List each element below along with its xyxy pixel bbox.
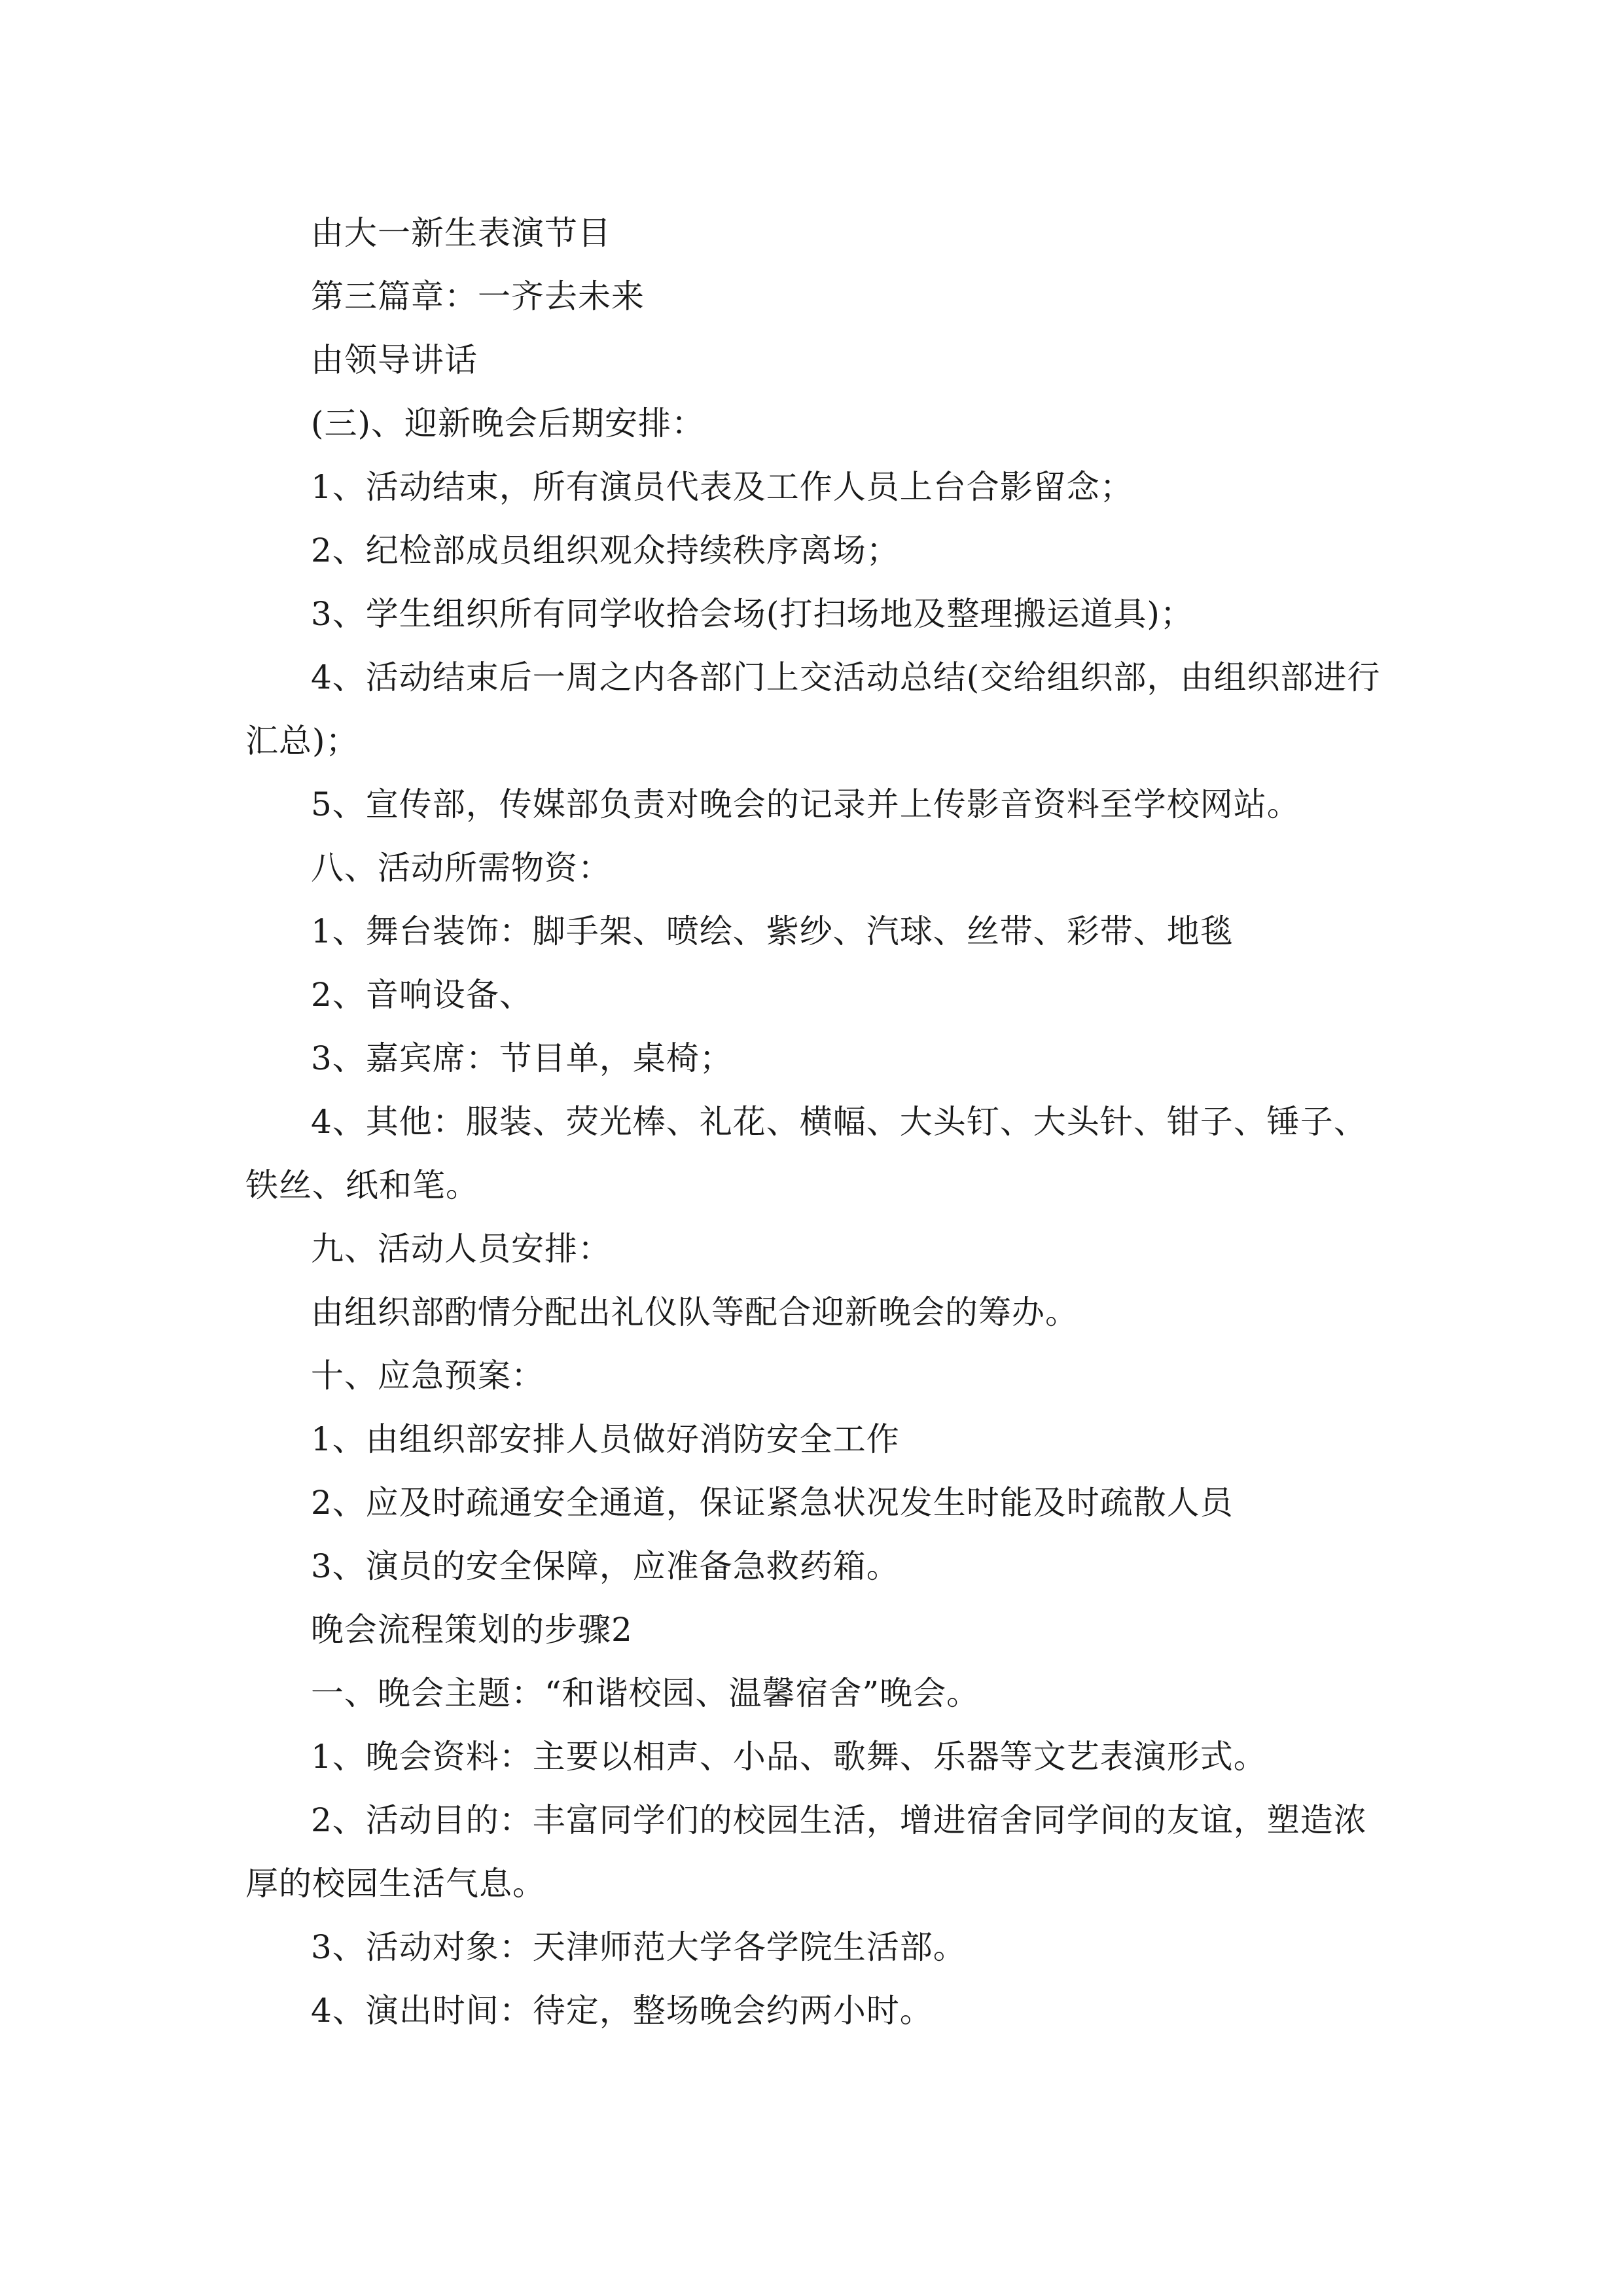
paragraph: 由领导讲话 <box>311 341 478 379</box>
list-item: 1、由组织部安排人员做好消防安全工作 <box>311 1420 900 1458</box>
chapter-heading: 第三篇章：一齐去未来 <box>311 278 645 315</box>
section-heading: (三)、迎新晚会后期安排： <box>311 404 705 442</box>
section-heading: 一、晚会主题：“和谐校园、温馨宿舍”晚会。 <box>311 1674 980 1712</box>
list-item: 4、活动结束后一周之内各部门上交活动总结(交给组织部，由组织部进行汇总)； <box>245 658 1381 760</box>
section-heading: 九、活动人员安排： <box>311 1230 611 1268</box>
list-item: 4、演出时间：待定，整场晚会约两小时。 <box>311 1992 933 2030</box>
list-item: 5、宣传部，传媒部负责对晚会的记录并上传影音资料至学校网站。 <box>311 785 1300 823</box>
document-body <box>245 202 1381 2043</box>
document-subtitle: 晚会流程策划的步骤2 <box>311 1611 633 1649</box>
list-item: 2、活动目的：丰富同学们的校园生活，增进宿舍同学间的友谊，塑造浓厚的校园生活气息。 <box>245 1801 1367 1903</box>
list-item: 4、其他：服装、荧光棒、礼花、横幅、大头钉、大头针、钳子、锤子、铁丝、纸和笔。 <box>245 1103 1367 1204</box>
list-item: 1、舞台装饰：脚手架、喷绘、紫纱、汽球、丝带、彩带、地毯 <box>311 912 1234 950</box>
list-item: 3、演员的安全保障，应准备急救药箱。 <box>311 1547 900 1585</box>
section-heading: 十、应急预案： <box>311 1357 544 1395</box>
list-item: 3、嘉宾席：节目单，桌椅； <box>311 1039 733 1077</box>
list-item: 2、纪检部成员组织观众持续秩序离场； <box>311 531 900 569</box>
list-item: 3、活动对象：天津师范大学各学院生活部。 <box>311 1928 967 1966</box>
paragraph: 由组织部酌情分配出礼仪队等配合迎新晚会的筹办。 <box>311 1293 1079 1331</box>
list-item: 3、学生组织所有同学收拾会场(打扫场地及整理搬运道具)； <box>311 595 1194 633</box>
list-item: 2、音响设备、 <box>311 976 533 1014</box>
list-item: 1、活动结束，所有演员代表及工作人员上台合影留念； <box>311 468 1133 506</box>
paragraph: 由大一新生表演节目 <box>311 214 611 252</box>
list-item: 2、应及时疏通安全通道，保证紧急状况发生时能及时疏散人员 <box>311 1484 1234 1522</box>
list-item: 1、晚会资料：主要以相声、小品、歌舞、乐器等文艺表演形式。 <box>311 1738 1267 1776</box>
section-heading: 八、活动所需物资： <box>311 849 611 887</box>
